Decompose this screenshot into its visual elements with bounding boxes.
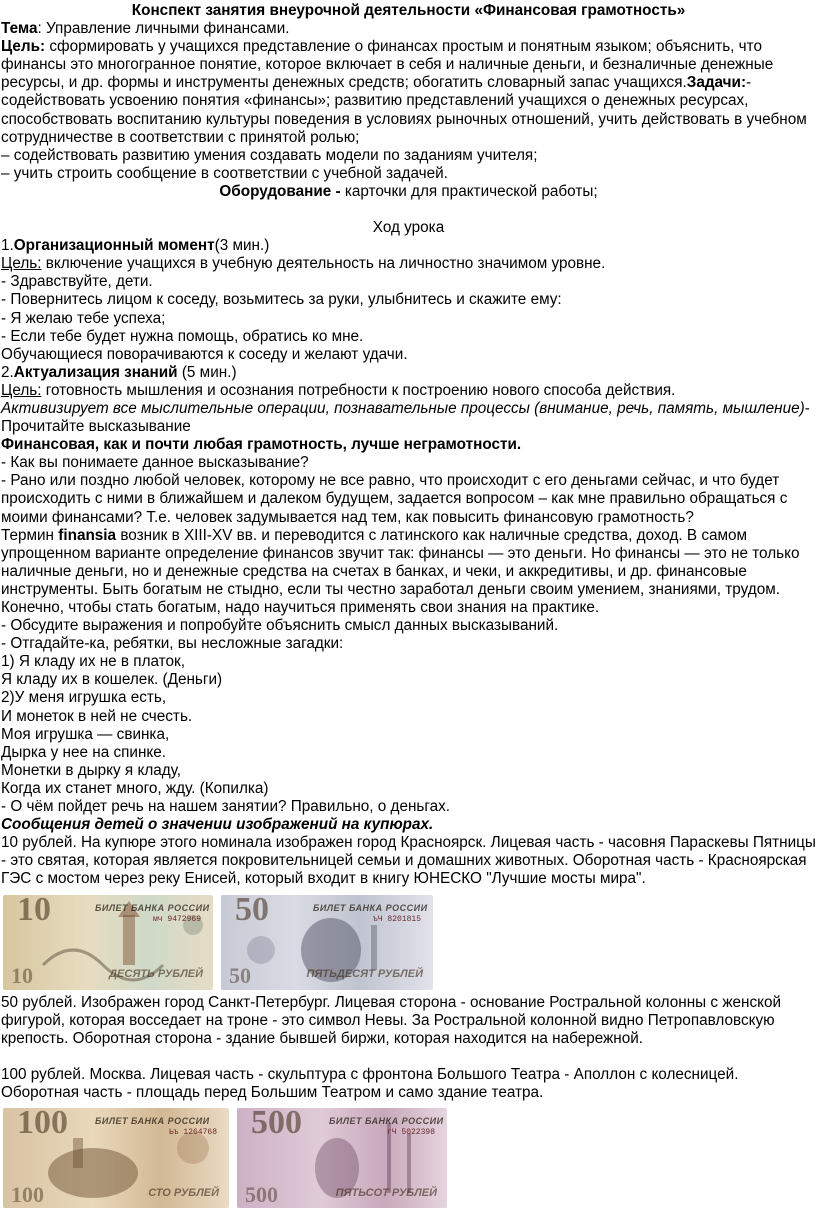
banknote-50-bank: БИЛЕТ БАНКА РОССИИ <box>313 902 428 913</box>
banknote-500-word: ПЯТЬСОТ РУБЛЕЙ <box>335 1186 437 1199</box>
banknote-50-value: 50 <box>235 894 269 928</box>
note10-description: 10 рублей. На купюре этого номинала изображен город Красноярск. Лицевая часть - часовня Параскевы Пятницы - это святая, которая является покровительницей семьи и домашних животных. Оборотная часть - Красноярская ГЭС с мостом через реку Енисей, который входит в книгу ЮНЕСКО "Лучшие мосты мира". <box>1 834 816 888</box>
banknote-50-image <box>221 895 433 990</box>
stage2-read-prompt: -Прочитайте высказывание <box>1 399 810 436</box>
banknote-500-serial: гЧ 5022398 <box>386 1127 435 1137</box>
riddle-line: - Обсудите выражения и попробуйте объяснить смысл данных высказываний. <box>1 617 559 635</box>
riddle-line: 1) Я кладу их не в платок, <box>1 653 185 671</box>
banknote-10-bank: БИЛЕТ БАНКА РОССИИ <box>95 902 210 913</box>
discussion-line: - Как вы понимаете данное высказывание? <box>1 454 309 472</box>
riddle-line: Я кладу их в кошелек. (Деньги) <box>1 671 223 689</box>
stage2-heading <box>1 364 816 382</box>
riddle-line: Монетки в дырку я кладу, <box>1 761 182 779</box>
banknote-10-serial: мч 9472969 <box>152 914 201 924</box>
goal-text: сформировать у учащихся представление о финансах простым и понятным языком; объяснить, что финансы это многогранное понятие, которое включает в себя и наличные деньги, и безналичные денежные ресурсы, и др. формы и инструменты денежных средств; обогатить словарный запас учащихся. <box>1 38 774 92</box>
stage1-line: - Здравствуйте, дети. <box>1 273 153 291</box>
note100-description: 100 рублей. Москва. Лицевая часть - скульптура с фронтона Большого Театра - Аполлон с колесницей. Оборотная часть - площадь перед Большим Театром и само здание театра. <box>1 1065 739 1101</box>
stage1-line: - Я желаю тебе успеха; <box>1 309 166 327</box>
banknote-500-image <box>237 1108 447 1208</box>
goal-paragraph <box>1 38 816 147</box>
riddle-line: - Отгадайте-ка, ребятки, вы несложные загадки: <box>1 635 344 653</box>
stage2-goal-text: готовность мышления и осознания потребности к построению нового способа действия. <box>41 381 676 399</box>
riddle-line: Когда их станет много, жду. (Копилка) <box>1 779 269 797</box>
topic-label: Тема <box>1 20 38 38</box>
stage2-goal <box>1 382 816 400</box>
stage1-heading <box>1 237 816 255</box>
banknote-50-corner: 50 <box>229 963 251 989</box>
banknote-100-word: СТО РУБЛЕЙ <box>148 1186 219 1199</box>
banknote-10-corner: 10 <box>11 963 33 989</box>
term-word: finansia <box>58 526 117 544</box>
stage1-line: - Повернитесь лицом к соседу, возьмитесь за руки, улыбнитесь и скажите ему: <box>1 291 562 309</box>
banknote-50-word: ПЯТЬДЕСЯТ РУБЛЕЙ <box>306 968 423 981</box>
banknotes-row-1 <box>1 895 816 990</box>
stage1-line: Обучающиеся поворачиваются к соседу и желают удачи. <box>1 345 408 363</box>
task-line-1: – содействовать развитию умения создавать модели по заданиям учителя; <box>1 146 538 164</box>
stage1-num: 1. <box>1 237 14 255</box>
banknote-10-value: 10 <box>17 894 51 928</box>
stage2-time: (5 мин.) <box>177 363 237 381</box>
topic-text: : Управление личными финансами. <box>37 20 290 38</box>
lesson-heading: Ход урока <box>372 219 445 237</box>
banknote-10-word: ДЕСЯТЬ РУБЛЕЙ <box>109 968 203 981</box>
stage1-goal-text: включение учащихся в учебную деятельность на личностно значимом уровне. <box>41 255 606 273</box>
task-line-2: – учить строить сообщение в соответствии с учебной задачей. <box>1 164 448 182</box>
stage1-goal-label: Цель: <box>1 255 42 273</box>
riddle-line: И монеток в ней не счесть. <box>1 707 193 725</box>
equipment-label: Оборудование - <box>219 182 345 200</box>
banknote-100-serial: Ьъ 1264768 <box>168 1127 217 1137</box>
riddle-line: 2)У меня игрушка есть, <box>1 689 167 707</box>
tasks-text: - содействовать усвоению понятия «финансы»; развитию представлений учащихся о денежных ресурсах, способствовать воспитанию культуры поведения в условиях рыночных отношений, учить действовать в учебном сотрудничестве в соответствии с принятой ролью; <box>1 74 807 146</box>
tasks-label: Задачи: <box>686 74 747 92</box>
stage1-line: - Если тебе будет нужна помощь, обратись ко мне. <box>1 327 364 345</box>
quote: Финансовая, как и почти любая грамотность, лучше неграмотности. <box>1 436 522 454</box>
notes-heading: Сообщения детей о значении изображений на купюрах. <box>1 816 434 834</box>
stage1-name: Организационный момент <box>13 237 215 255</box>
note50-description: 50 рублей. Изображен город Санкт-Петербург. Лицевая сторона - основание Ростральной колонны с женской фигурой, которая восседает на троне - это символ Невы. За Ростральной колонной видно Петропавловскую крепость. Оборотная сторона - здание бывшей биржи, которая находится на набережной. <box>1 993 782 1047</box>
document-title: Конспект занятия внеурочной деятельности «Финансовая грамотность» <box>131 2 686 19</box>
banknote-10-image <box>3 895 213 990</box>
banknote-100-image <box>3 1108 229 1208</box>
banknote-100-corner: 100 <box>11 1181 44 1207</box>
discussion-line: - Рано или поздно любой человек, которому не все равно, что происходит с его деньгами сейчас, и что будет происходить с ними в ближайшем и далеком будущем, задается вопросом – как мне правильно обращаться с моими финансами? Т.е. человек задумывается над тем, как повысить финансовую грамотность? <box>1 472 788 526</box>
banknote-100-value: 100 <box>17 1107 68 1141</box>
term-paragraph <box>1 527 816 617</box>
banknotes-row-2 <box>1 1108 816 1208</box>
stage1-time: (3 мин.) <box>214 237 270 255</box>
equipment-line <box>1 183 816 201</box>
topic-line <box>1 20 816 38</box>
stage2-italic-text: Активизирует все мыслительные операции, познавательные процессы (внимание, речь, память, мышление) <box>1 399 805 417</box>
banknote-500-corner: 500 <box>245 1181 278 1207</box>
riddle-line: Моя игрушка — свинка, <box>1 725 170 743</box>
banknote-500-bank: БИЛЕТ БАНКА РОССИИ <box>329 1115 444 1126</box>
stage2-num: 2. <box>1 363 14 381</box>
term-pre: Термин <box>1 526 59 544</box>
riddle-line: Дырка у нее на спинке. <box>1 743 167 761</box>
blank-line <box>1 201 816 219</box>
banknote-500-value: 500 <box>251 1107 302 1141</box>
banknote-50-serial: ъЧ 8201815 <box>372 914 421 924</box>
term-post: возник в XIII-XV вв. и переводится с латинского как наличные средства, доход. В самом упрощенном варианте определение финансов звучит так: финансы — это деньги. Но финансы — это не только наличные деньги, но и денежные средства на счетах в банках, и чеки, и аккредитивы, и др. финансовые инструменты. Быть богатым не стыдно, если ты честно заработал деньги своим умением, знаниями, трудом. Конечно, чтобы стать богатым, надо научиться применять свои знания на практике. <box>1 526 800 616</box>
stage2-goal-label: Цель: <box>1 381 42 399</box>
goal-label: Цель: <box>1 38 46 56</box>
equipment-text: карточки для практической работы; <box>344 182 598 200</box>
banknote-100-bank: БИЛЕТ БАНКА РОССИИ <box>95 1115 210 1126</box>
stage2-name: Актуализация знаний <box>13 363 178 381</box>
stage2-instruction <box>1 400 816 436</box>
blank-line <box>1 1048 816 1066</box>
riddle-line: - О чём пойдет речь на нашем занятии? Правильно, о деньгах. <box>1 798 451 816</box>
stage1-goal <box>1 255 816 273</box>
